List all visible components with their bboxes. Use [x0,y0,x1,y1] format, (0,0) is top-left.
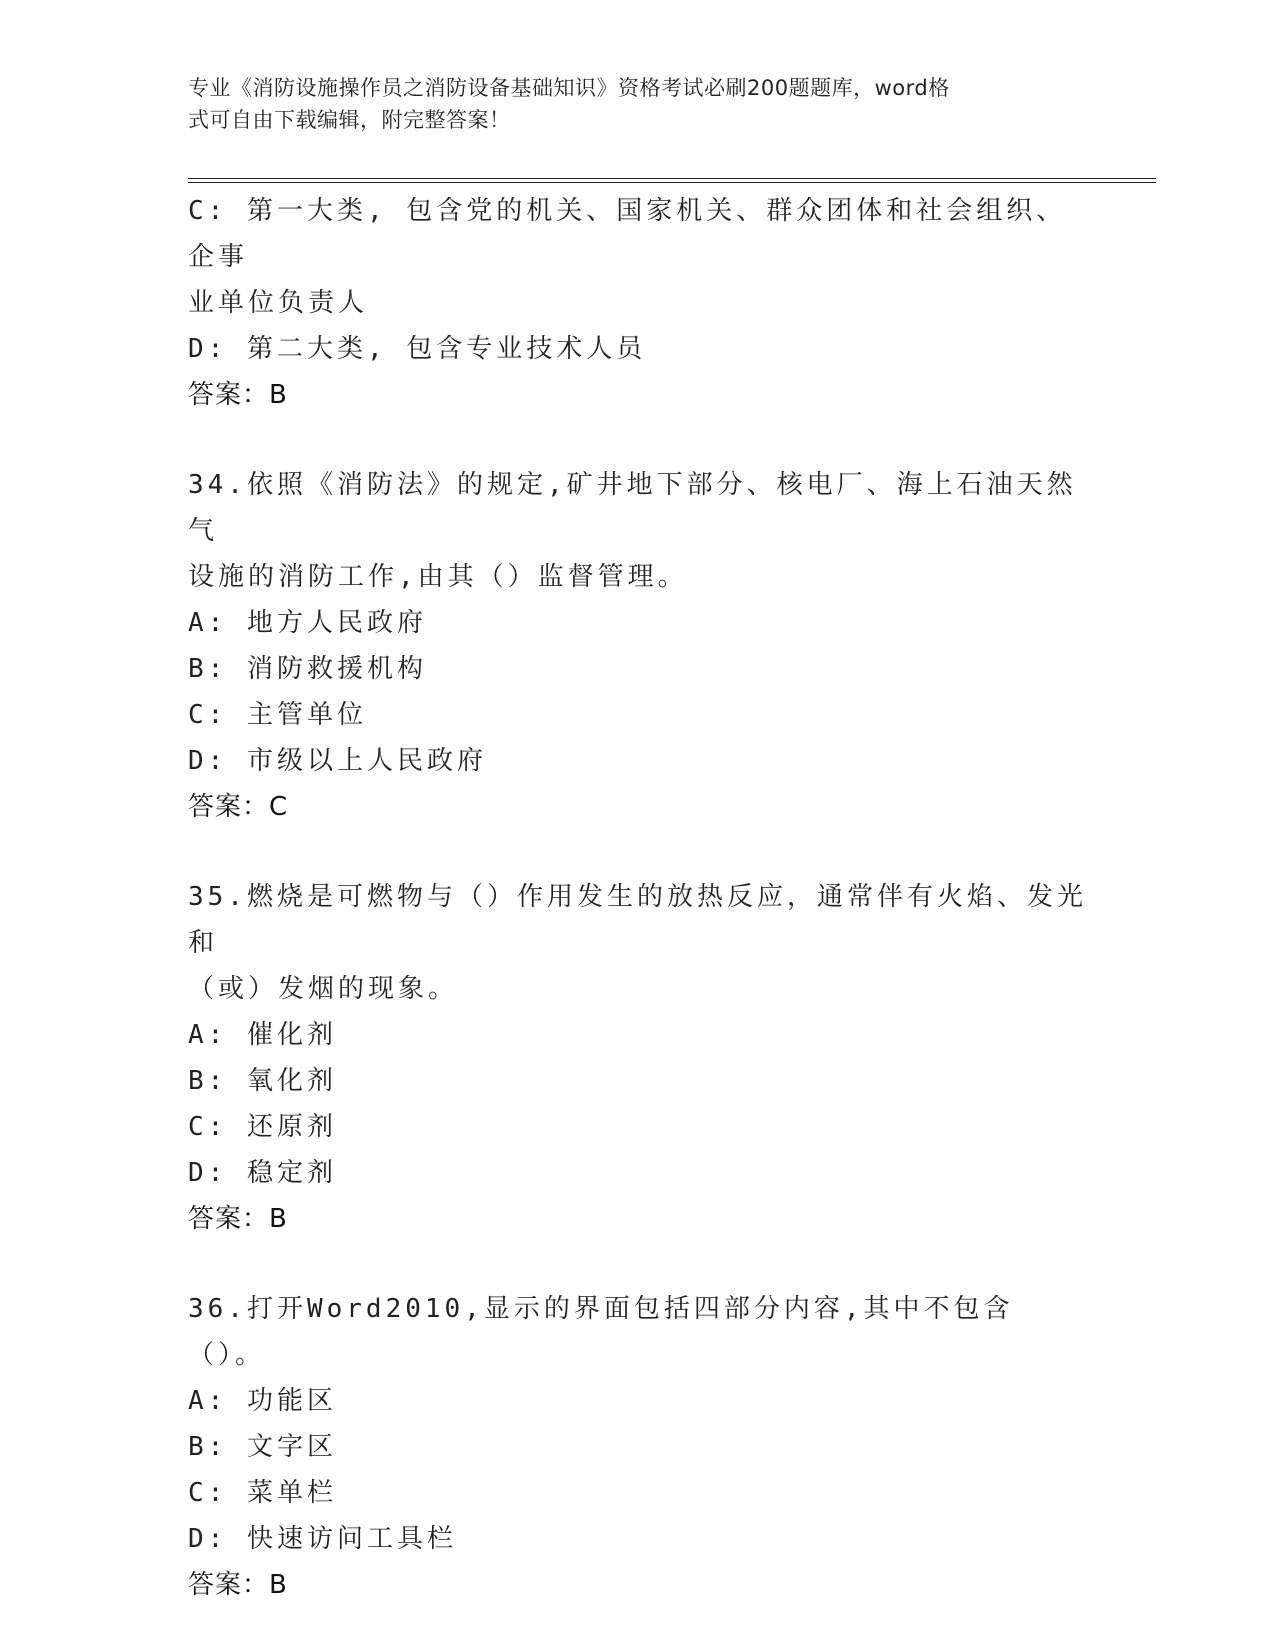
question-block-36 [188,1286,1088,1608]
option-d: D: 稳定剂 [188,1158,337,1188]
answer-line: 答案：B [188,1570,288,1600]
header-title-line-2: 式可自由下载编辑，附完整答案！ [188,108,511,132]
question-stem-continued: 设施的消防工作,由其（）监督管理。 [188,562,688,592]
question-stem: 34.依照《消防法》的规定,矿井地下部分、核电厂、海上石油天然气 [188,470,1077,546]
question-list [188,188,1088,1608]
option-c: C: 第一大类, 包含党的机关、国家机关、群众团体和社会组织、企事 [188,196,1067,272]
option-c: C: 还原剂 [188,1112,337,1142]
question-block-34 [188,462,1088,830]
question-stem: 36.打开Word2010,显示的界面包括四部分内容,其中不包含（）。 [188,1294,1014,1370]
answer-line: 答案：C [188,792,289,822]
question-stem-continued: （或）发烟的现象。 [188,974,459,1004]
option-d: D: 市级以上人民政府 [188,746,487,776]
header-divider [188,178,1156,183]
answer-line: 答案：B [188,380,288,410]
question-block-35 [188,874,1088,1242]
option-d: D: 第二大类, 包含专业技术人员 [188,334,647,364]
option-b: B: 文字区 [188,1432,337,1462]
option-c: C: 主管单位 [188,700,367,730]
option-b: B: 氧化剂 [188,1066,337,1096]
option-a: A: 功能区 [188,1386,337,1416]
answer-line: 答案：B [188,1204,288,1234]
option-c-continued: 业单位负责人 [188,288,369,318]
question-stem: 35.燃烧是可燃物与（）作用发生的放热反应，通常伴有火焰、发光和 [188,882,1087,958]
option-a: A: 催化剂 [188,1020,337,1050]
question-block-33 [188,188,1088,418]
option-c: C: 菜单栏 [188,1478,337,1508]
option-b: B: 消防救援机构 [188,654,427,684]
option-a: A: 地方人民政府 [188,608,427,638]
option-d: D: 快速访问工具栏 [188,1524,457,1554]
document-header [188,72,1068,136]
header-title-line-1: 专业《消防设施操作员之消防设备基础知识》资格考试必刷200题题库，word格 [188,76,950,100]
